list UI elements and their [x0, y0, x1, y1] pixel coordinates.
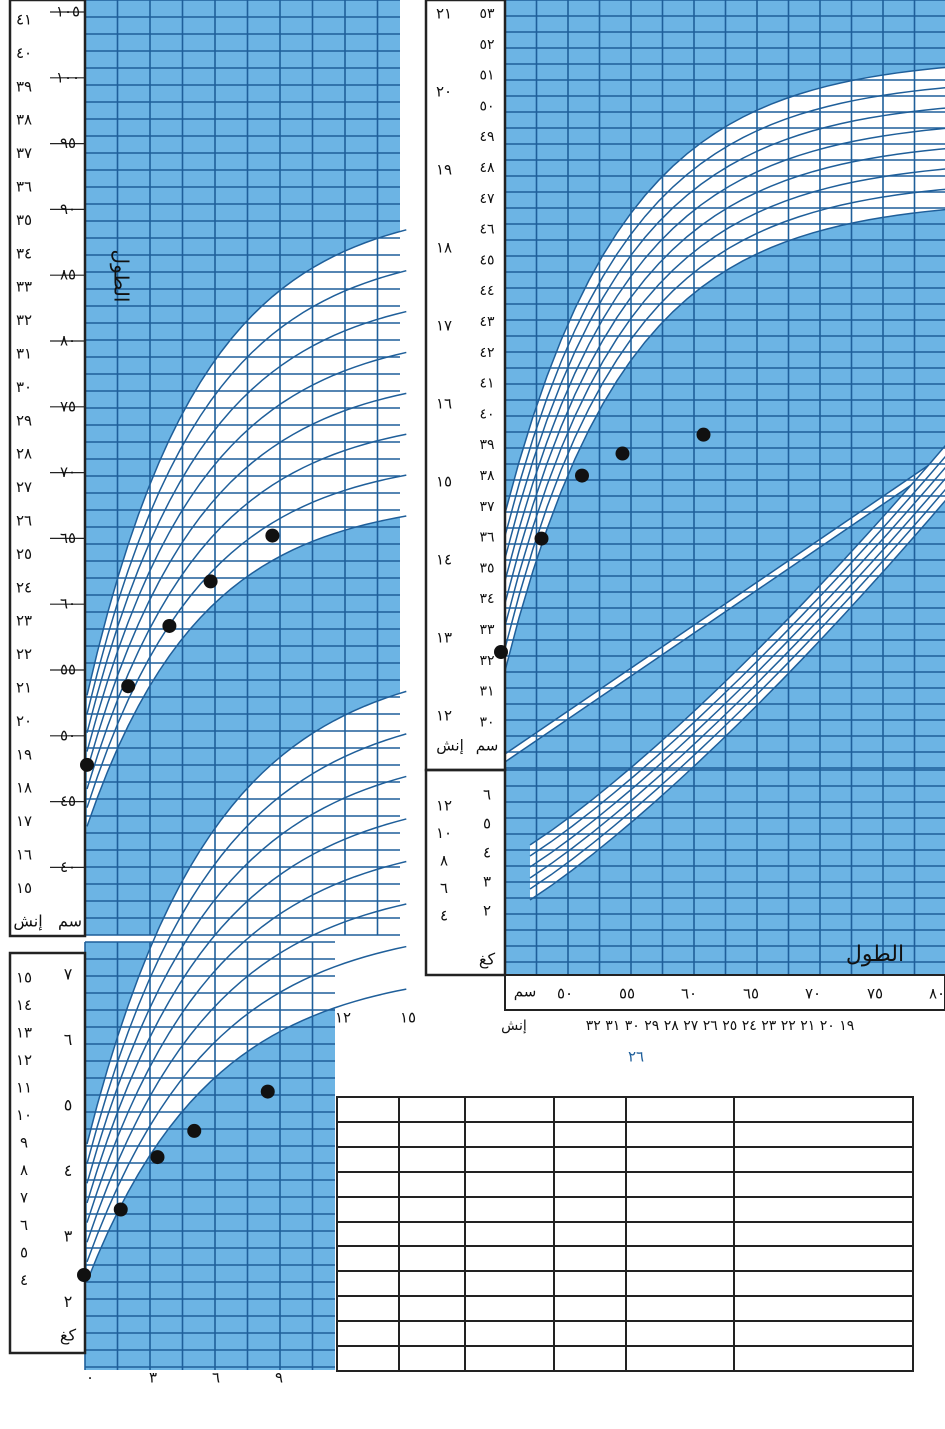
record-row: [337, 1122, 913, 1147]
head-in-tick: ١٨: [435, 238, 453, 257]
head-cm-tick: ٤٩: [479, 129, 495, 146]
record-cell: [399, 1097, 465, 1122]
head-cm-tick: ٣٣: [479, 622, 495, 638]
record-cell: [626, 1147, 734, 1172]
length-cm-tick: ٨٥: [59, 265, 77, 284]
record-cell: [465, 1097, 555, 1122]
record-cell: [399, 1321, 465, 1346]
record-cell: [554, 1122, 626, 1147]
right-length-unit-in: إنش: [501, 1018, 527, 1034]
record-cell: [626, 1296, 734, 1321]
weight-point: [187, 1124, 201, 1138]
right-weight-kg-tick: ٤: [482, 843, 492, 862]
head-cm-tick: ٥١: [479, 67, 495, 84]
weight-kg-tick: ٥: [63, 1095, 73, 1115]
head-circumference-point: [697, 428, 711, 442]
record-cell: [337, 1197, 399, 1222]
record-cell: [554, 1147, 626, 1172]
head-cm-tick: ٤٤: [479, 283, 495, 300]
head-in-tick: ٢٠: [435, 82, 453, 101]
record-cell: [626, 1197, 734, 1222]
length-cm-tick: ٧٥: [59, 397, 77, 416]
weight-lb-tick: ١٢: [15, 1051, 33, 1069]
record-cell: [465, 1122, 555, 1147]
record-cell: [399, 1222, 465, 1247]
head-cm-tick: ٣٥: [479, 560, 495, 577]
record-cell: [399, 1122, 465, 1147]
weight-lb-tick: ١١: [15, 1078, 33, 1097]
head-unit-in: إنش: [436, 736, 464, 755]
record-cell: [337, 1321, 399, 1346]
age-tick: ٩: [274, 1368, 284, 1387]
weight-lb-tick: ٤: [19, 1271, 29, 1289]
right-length-cm-tick: ٥٠: [556, 984, 574, 1003]
record-cell: [734, 1122, 913, 1147]
record-cell: [337, 1122, 399, 1147]
length-point: [204, 574, 218, 588]
record-cell: [626, 1271, 734, 1296]
right-weight-unit-kg: كغ: [478, 949, 496, 969]
length-in-tick: ٣٣: [15, 277, 33, 296]
record-cell: [399, 1147, 465, 1172]
length-in-tick: ١٦: [15, 845, 33, 864]
record-cell: [399, 1246, 465, 1271]
head-in-tick: ١٦: [435, 394, 453, 413]
length-in-tick: ٤١: [15, 10, 33, 29]
length-cm-tick: ٦٠: [59, 594, 77, 613]
head-in-tick: ١٣: [435, 628, 453, 647]
length-in-tick: ٣١: [15, 344, 33, 363]
head-cm-tick: ٤١: [479, 375, 495, 392]
length-in-tick: ٢٠: [15, 711, 33, 730]
head-cm-tick: ٥٢: [479, 36, 495, 53]
weight-kg-tick: ٢: [63, 1292, 73, 1311]
head-cm-tick: ٣٨: [479, 468, 495, 484]
record-row: [337, 1321, 913, 1346]
record-cell: [399, 1197, 465, 1222]
length-unit-in: إنش: [13, 911, 43, 931]
right-weight-kg-tick: ٢: [482, 901, 492, 920]
head-cm-tick: ٤٣: [479, 314, 495, 330]
head-cm-tick: ٤٥: [479, 252, 495, 269]
head-cm-tick: ٣٢: [479, 652, 495, 669]
record-cell: [465, 1147, 555, 1172]
length-point: [265, 529, 279, 543]
length-in-tick: ٣٨: [15, 110, 33, 129]
age-tick: ٠: [85, 1368, 95, 1387]
length-in-tick: ٢١: [15, 678, 33, 697]
record-cell: [337, 1271, 399, 1296]
head-cm-tick: ٣٩: [479, 437, 495, 454]
length-cm-tick: ٩٠: [59, 199, 77, 218]
record-cell: [554, 1271, 626, 1296]
length-point: [121, 679, 135, 693]
right-length-in-ticks: ١٩ ٢٠ ٢١ ٢٢ ٢٣ ٢٤ ٢٥ ٢٦ ٢٧ ٢٨ ٢٩ ٣٠ ٣١ ٣٢: [585, 1018, 855, 1034]
length-in-tick: ٢٨: [15, 444, 33, 463]
head-cm-tick: ٤٢: [479, 344, 495, 361]
length-in-tick: ٢٤: [15, 578, 33, 597]
record-cell: [626, 1222, 734, 1247]
record-cell: [734, 1296, 913, 1321]
record-cell: [554, 1097, 626, 1122]
head-cm-tick: ٣٦: [479, 529, 495, 546]
record-cell: [399, 1296, 465, 1321]
age-tick: ٣: [148, 1368, 158, 1387]
record-cell: [554, 1172, 626, 1197]
length-cm-tick: ٨٠: [59, 331, 77, 350]
length-in-tick: ١٧: [15, 812, 33, 831]
length-in-tick: ٣٦: [15, 177, 33, 196]
length-in-tick: ٢٦: [15, 511, 33, 530]
head-in-tick: ١٤: [435, 550, 453, 569]
head-in-tick: ١٩: [435, 160, 453, 179]
record-cell: [465, 1246, 555, 1271]
record-row: [337, 1346, 913, 1371]
length-axis-title: الطول: [109, 249, 134, 303]
weight-lb-tick: ١٠: [15, 1106, 33, 1124]
record-cell: [465, 1222, 555, 1247]
length-unit-cm: سم: [57, 911, 83, 931]
age-tick-extra: ١٥: [399, 1008, 417, 1027]
right-weight-lb-tick: ٦: [439, 879, 449, 897]
right-weight-lb-tick: ٤: [439, 906, 449, 925]
age-tick: ٦: [211, 1368, 221, 1387]
record-row: [337, 1197, 913, 1222]
length-in-tick: ٣٢: [15, 311, 33, 330]
weight-kg-tick: ٣: [63, 1226, 73, 1246]
record-cell: [554, 1296, 626, 1321]
length-cm-tick: ٤٥: [59, 792, 77, 811]
record-cell: [734, 1097, 913, 1122]
weight-lb-tick: ٩: [19, 1133, 29, 1152]
weight-lb-tick: ١٥: [15, 968, 33, 987]
record-cell: [734, 1346, 913, 1371]
record-cell: [399, 1172, 465, 1197]
head-in-tick: ١٧: [435, 316, 453, 335]
record-cell: [554, 1197, 626, 1222]
record-cell: [337, 1147, 399, 1172]
length-cm-tick: ١٠٥: [55, 2, 81, 21]
head-cm-tick: ٣٠: [479, 714, 495, 731]
right-length-cm-tick: ٥٥: [618, 984, 636, 1003]
head-circumference-point: [494, 645, 508, 659]
length-in-tick: ٣٩: [15, 77, 33, 96]
right-weight-lb-tick: ١٠: [435, 824, 453, 842]
length-in-tick: ٤٠: [15, 43, 33, 62]
right-length-cm-tick: ٧٥: [866, 984, 884, 1003]
head-circumference-point: [535, 532, 549, 546]
length-in-tick: ١٥: [15, 878, 33, 897]
length-in-tick: ٢٩: [15, 411, 33, 430]
record-cell: [554, 1346, 626, 1371]
record-cell: [337, 1222, 399, 1247]
right-weight-kg-tick: ٣: [482, 872, 492, 891]
weight-point: [114, 1203, 128, 1217]
record-row: [337, 1097, 913, 1122]
weight-point: [77, 1268, 91, 1282]
weight-point: [151, 1150, 165, 1164]
length-in-tick: ٢٢: [15, 645, 33, 664]
record-row: [337, 1296, 913, 1321]
weight-lb-tick: ٨: [19, 1161, 29, 1179]
length-point: [162, 619, 176, 633]
length-in-tick: ١٩: [15, 745, 33, 764]
right-weight-lb-tick: ٨: [439, 851, 449, 870]
weight-kg-tick: ٤: [63, 1161, 73, 1180]
record-cell: [399, 1346, 465, 1371]
record-cell: [734, 1197, 913, 1222]
weight-kg-tick: ٧: [63, 964, 73, 984]
record-cell: [734, 1147, 913, 1172]
record-row: [337, 1172, 913, 1197]
head-cm-tick: ٣٤: [479, 591, 495, 608]
length-cm-tick: ٤٠: [59, 857, 77, 876]
weight-lb-tick: ٧: [19, 1188, 29, 1207]
record-cell: [465, 1271, 555, 1296]
record-cell: [337, 1246, 399, 1271]
record-cell: [626, 1097, 734, 1122]
head-cm-tick: ٤٠: [479, 406, 495, 423]
right-length-title: الطول: [845, 942, 905, 967]
head-circumference-point: [616, 447, 630, 461]
right-length-cm-tick: ٧٠: [804, 984, 822, 1003]
record-cell: [465, 1197, 555, 1222]
record-row: [337, 1246, 913, 1271]
record-cell: [626, 1122, 734, 1147]
record-cell: [734, 1222, 913, 1247]
right-length-unit-cm: سم: [513, 982, 537, 1001]
record-cell: [465, 1321, 555, 1346]
right-length-cm-tick: ٨٠: [928, 984, 945, 1003]
length-point: [80, 758, 94, 772]
below-axis-label: ٢٦: [627, 1047, 645, 1066]
record-cell: [337, 1346, 399, 1371]
length-in-tick: ٢٥: [15, 544, 33, 563]
head-circumference-point: [575, 469, 589, 483]
length-in-tick: ٢٣: [15, 611, 33, 630]
head-cm-tick: ٤٧: [479, 190, 495, 207]
record-cell: [734, 1271, 913, 1296]
record-cell: [399, 1271, 465, 1296]
record-cell: [337, 1097, 399, 1122]
length-cm-tick: ١٠٠: [55, 68, 81, 87]
weight-lb-tick: ٦: [19, 1216, 29, 1234]
record-cell: [337, 1172, 399, 1197]
length-in-tick: ١٨: [15, 778, 33, 797]
weight-lb-tick: ١٣: [15, 1023, 33, 1042]
length-in-tick: ٣٧: [15, 144, 33, 163]
length-in-tick: ٣٠: [15, 377, 33, 396]
length-cm-tick: ٥٥: [59, 660, 77, 679]
weight-kg-tick: ٦: [63, 1030, 73, 1049]
record-cell: [465, 1346, 555, 1371]
length-cm-tick: ٦٥: [59, 528, 77, 547]
length-cm-tick: ٥٠: [59, 726, 77, 745]
weight-point: [261, 1085, 275, 1099]
weight-lb-tick: ٥: [19, 1243, 29, 1262]
right-length-cm-tick: ٦٠: [680, 984, 698, 1003]
head-cm-tick: ٤٨: [479, 160, 495, 176]
record-row: [337, 1271, 913, 1296]
record-cell: [626, 1172, 734, 1197]
record-cell: [734, 1321, 913, 1346]
head-in-tick: ٢١: [435, 4, 453, 23]
head-cm-tick: ٣٧: [479, 498, 495, 515]
record-cell: [554, 1246, 626, 1271]
measurement-record-table: [336, 1096, 914, 1372]
record-cell: [626, 1246, 734, 1271]
record-cell: [626, 1321, 734, 1346]
record-cell: [626, 1346, 734, 1371]
head-cm-tick: ٣١: [479, 683, 495, 700]
weight-lb-tick: ١٤: [15, 996, 33, 1014]
head-cm-tick: ٥٣: [479, 6, 495, 22]
record-cell: [465, 1172, 555, 1197]
record-row: [337, 1222, 913, 1247]
age-tick-extra: ١٢: [334, 1008, 352, 1027]
length-in-tick: ٢٧: [15, 478, 33, 497]
right-weight-lb-tick: ١٢: [435, 796, 453, 815]
head-cm-tick: ٤٦: [479, 221, 495, 238]
length-cm-tick: ٩٥: [59, 134, 77, 153]
length-in-tick: ٣٤: [15, 244, 33, 263]
record-cell: [734, 1246, 913, 1271]
record-cell: [554, 1222, 626, 1247]
length-cm-tick: ٧٠: [59, 463, 77, 482]
record-cell: [465, 1296, 555, 1321]
head-cm-tick: ٥٠: [479, 98, 495, 115]
right-weight-kg-tick: ٥: [482, 814, 492, 833]
right-length-cm-tick: ٦٥: [742, 984, 760, 1003]
weight-unit-kg: كغ: [59, 1325, 77, 1345]
record-cell: [734, 1172, 913, 1197]
record-row: [337, 1147, 913, 1172]
head-unit-cm: سم: [475, 736, 499, 755]
head-in-tick: ١٥: [435, 472, 453, 491]
record-cell: [337, 1296, 399, 1321]
head-in-tick: ١٢: [435, 706, 453, 725]
record-cell: [554, 1321, 626, 1346]
right-weight-kg-tick: ٦: [482, 785, 492, 804]
length-in-tick: ٣٥: [15, 210, 33, 229]
